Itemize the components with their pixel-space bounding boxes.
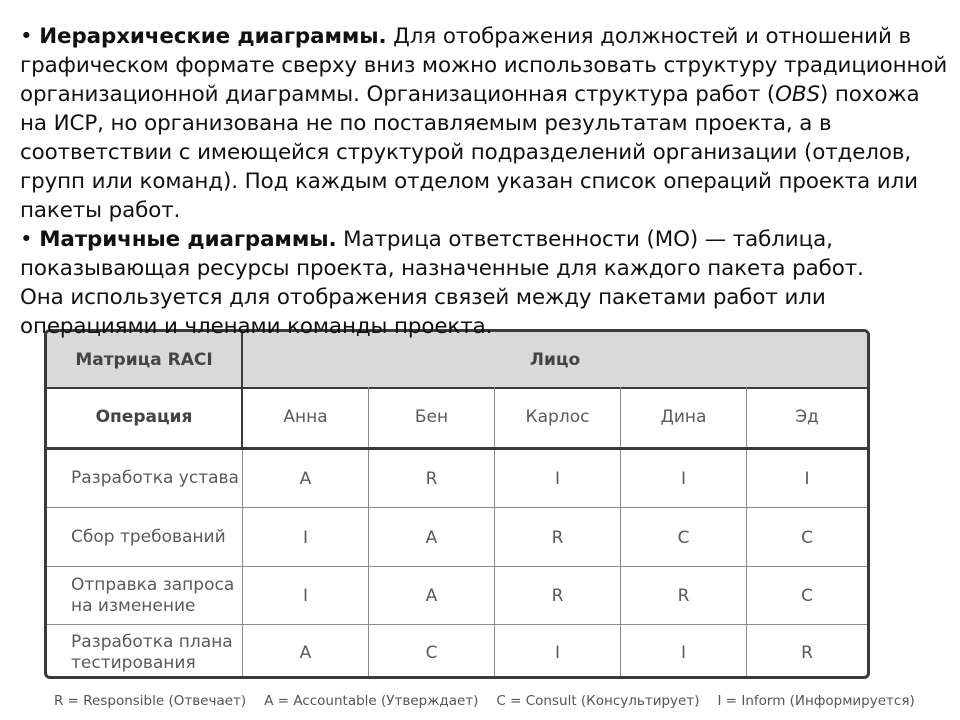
raci-cell: C <box>621 508 747 567</box>
raci-cell: I <box>495 625 621 679</box>
raci-cell: I <box>621 625 747 679</box>
raci-legend <box>54 693 915 709</box>
legend-item: C = Consult (Консультирует) <box>496 693 700 709</box>
person-dina: Дина <box>621 387 747 447</box>
raci-cell: R <box>369 450 495 507</box>
person-anna: Анна <box>243 387 369 447</box>
raci-cell: R <box>621 567 747 625</box>
paragraph-matrix-usage: Она используется для отображения связей между пакетами работ или операциями и членами команды проекта. <box>20 285 826 339</box>
table-row <box>47 507 867 567</box>
paragraph-matrix <box>20 225 950 283</box>
raci-cell: I <box>495 450 621 507</box>
person-header: Лицо <box>529 349 581 370</box>
paragraph-body: Для отображения должностей и отношений в графическом формате сверху вниз можно использовать структуру традиционной организационной диаграммы. Организационная структура работ ( <box>20 24 948 107</box>
raci-matrix-table <box>44 329 870 679</box>
legend-item: R = Responsible (Отвечает) <box>54 693 247 709</box>
legend-item: A = Accountable (Утверждает) <box>264 693 479 709</box>
paragraph-hierarchical <box>20 22 950 225</box>
table-row <box>47 450 867 507</box>
raci-cell: C <box>369 625 495 679</box>
person-ed: Эд <box>795 407 819 427</box>
person-karlos: Карлос <box>495 387 621 447</box>
raci-cell: A <box>243 450 369 507</box>
task-label: Разработка плана тестирования <box>47 625 243 679</box>
table-row <box>47 624 867 679</box>
paragraph-body: ) похожа на ИСР, но организована не по поставляемым результатам проекта, а в соответствии с имеющейся структурой подразделений организации (отделов, групп или команд). Под каждым отделом указан список операций проекта или пакеты работ. <box>20 82 920 223</box>
person-ben: Бен <box>369 387 495 447</box>
raci-cell: I <box>243 508 369 567</box>
task-label: Отправка запроса на изменение <box>47 567 243 625</box>
task-label: Разработка устава <box>47 450 243 507</box>
raci-cell: I <box>243 567 369 625</box>
raci-cell: C <box>801 586 813 606</box>
raci-cell: A <box>243 625 369 679</box>
legend-item: I = Inform (Информируется) <box>717 693 915 709</box>
paragraph-body: Матрица ответственности (МО) — таблица, показывающая ресурсы проекта, назначенные для каждого пакета работ. <box>20 227 864 281</box>
table-header-people <box>47 387 867 450</box>
raci-cell: R <box>495 567 621 625</box>
bullet: • <box>20 24 33 49</box>
raci-cell: R <box>801 642 813 663</box>
operation-header: Операция <box>47 387 243 447</box>
bullet: • <box>20 227 33 252</box>
paragraph-heading: Иерархические диаграммы. <box>39 24 387 49</box>
raci-cell: R <box>495 508 621 567</box>
raci-cell: I <box>621 450 747 507</box>
obs-term: OBS <box>775 82 820 107</box>
table-row <box>47 566 867 625</box>
raci-cell: I <box>804 468 810 489</box>
matrix-title: Матрица RACI <box>47 332 243 387</box>
raci-cell: C <box>801 527 813 548</box>
raci-cell: A <box>369 508 495 567</box>
task-label: Сбор требований <box>47 508 243 567</box>
slide-text <box>20 22 950 341</box>
raci-cell: A <box>369 567 495 625</box>
paragraph-heading: Матричные диаграммы. <box>39 227 337 252</box>
